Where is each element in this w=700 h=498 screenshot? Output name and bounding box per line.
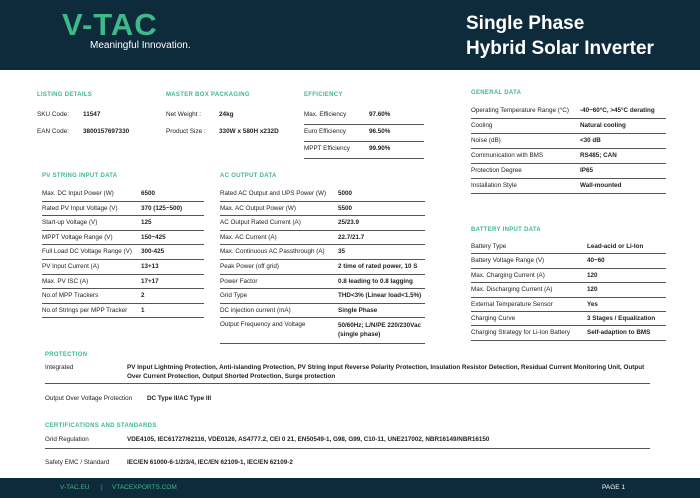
row-label: No.of MPP Trackers (42, 292, 99, 300)
row-label: Grid Type (220, 292, 248, 300)
row-label: MPPT Voltage Range (V) (42, 233, 113, 241)
safety-value: IEC/EN 61000-6-1/2/3/4, IEC/EN 62109-1, IEC/EN 62109-2 (127, 459, 293, 466)
table-row (42, 245, 204, 260)
grid-regulation-label: Grid Regulation (45, 436, 89, 443)
row-value: 120 (587, 286, 598, 294)
row-value: 0.8 leading to 0.8 lagging (338, 277, 413, 285)
net-weight-label: Net Weight : (166, 111, 202, 118)
table-row (42, 216, 204, 231)
pv-input-title: PV STRING INPUT DATA (42, 173, 118, 179)
row-value: Self-adaption to BMS (587, 329, 651, 337)
master-box-title: MASTER BOX PACKAGING (166, 92, 250, 98)
table-row (220, 318, 425, 344)
table-row (471, 119, 666, 134)
table-row (220, 245, 425, 260)
row-label: Max. Efficiency (304, 111, 347, 118)
row-label: Charging Strategy for Li-Ion Battery (471, 329, 571, 337)
row-value: 40~60 (587, 257, 605, 265)
table-row (42, 202, 204, 217)
table-row (471, 149, 666, 164)
table-row (471, 283, 666, 297)
table-row (471, 240, 666, 254)
row-label: Max. Continuous AC Passthrough (A) (220, 248, 325, 256)
product-size-value: 330W x 580H x232D (219, 128, 279, 135)
row-label: Charging Curve (471, 315, 516, 322)
row-value: IP65 (580, 167, 593, 174)
row-label: Rated PV Input Voltage (V) (42, 204, 118, 212)
row-value: 22.7/21.7 (338, 233, 365, 241)
row-value: THD<3% (Linear load<1.5%) (338, 292, 422, 300)
row-value: 5000 (338, 190, 353, 197)
row-label: No.of Strings per MPP Tracker (42, 306, 128, 314)
row-value: 2 time of rated power, 10 S (338, 263, 418, 270)
row-value: Natural cooling (580, 122, 626, 129)
table-row (471, 298, 666, 312)
row-label: AC Output Rated Current (A) (220, 219, 301, 227)
ac-output-title: AC OUTPUT DATA (220, 173, 277, 179)
sku-value: 11547 (83, 111, 101, 118)
footer-separator: | (101, 484, 103, 491)
row-label: Euro Efficiency (304, 128, 346, 135)
integrated-label: Integrated (45, 364, 74, 371)
table-row (220, 187, 425, 202)
protection-divider (45, 383, 650, 384)
row-label: Power Factor (220, 277, 258, 285)
grid-regulation-value: VDE4105, IEC61727/62116, VDE0126, AS4777.2, CEI 0 21, EN50549-1, G98, G99, C10-11, UNE217002, NBR16149/NBR16150 (127, 436, 490, 443)
table-row (471, 164, 666, 179)
row-value: Lead-acid or Li-Ion (587, 243, 644, 250)
row-value: Yes (587, 300, 598, 308)
row-label: Max. Charging Current (A) (471, 271, 545, 279)
row-label: Max. PV ISC (A) (42, 277, 89, 285)
net-weight-value: 24kg (219, 111, 234, 118)
row-label: Communication with BMS (471, 152, 544, 159)
row-label: PV Input Current (A) (42, 263, 100, 270)
ean-label: EAN Code: (37, 128, 69, 135)
row-label: External Temperature Sensor (471, 300, 553, 308)
row-value: 300-425 (141, 248, 165, 256)
protection-title: PROTECTION (45, 352, 88, 358)
row-value: 3 Stages / Equalization (587, 315, 656, 322)
page-footer (0, 478, 700, 498)
footer-site-link-2[interactable]: VTACEXPORTS.COM (112, 484, 177, 491)
row-label: Max. AC Current (A) (220, 233, 277, 241)
row-label: Output Frequency and Voltage (220, 321, 306, 329)
table-row (304, 125, 424, 142)
row-label: Battery Type (471, 243, 507, 250)
row-label: Full Load DC Voltage Range (V) (42, 248, 132, 256)
table-row (220, 260, 425, 275)
battery-input-title: BATTERY INPUT DATA (471, 227, 542, 233)
row-value: 13+13 (141, 263, 159, 270)
table-row (471, 254, 666, 268)
row-value: Single Phase (338, 306, 378, 314)
row-value: 6500 (141, 190, 156, 197)
row-value: 370 (125~500) (141, 204, 183, 212)
table-row (42, 187, 204, 202)
row-label: Battery Voltage Range (V) (471, 257, 545, 265)
row-value: 50/60Hz; L/N/PE 220/230Vac (single phase) (338, 322, 421, 339)
row-label: Protection Degree (471, 167, 522, 174)
ovp-value: DC Type II/AC Type III (147, 395, 212, 402)
table-row (220, 275, 425, 290)
table-row (42, 260, 204, 275)
row-label: Max. AC Output Power (W) (220, 204, 296, 212)
row-value: <30 dB (580, 137, 601, 144)
efficiency-title: EFFICIENCY (304, 92, 343, 98)
row-label: Operating Temperature Range (°C) (471, 107, 569, 114)
row-label: Cooling (471, 122, 493, 129)
row-value: 120 (587, 271, 598, 279)
brand-logo: V-TAC (62, 7, 158, 42)
safety-label: Safety EMC / Standard (45, 459, 110, 466)
ean-value: 3800157697330 (83, 128, 130, 135)
row-value: 97.60% (369, 111, 391, 118)
row-label: Installation Style (471, 182, 517, 189)
ovp-label: Output Over Voltage Protection (45, 395, 133, 402)
row-value: 125 (141, 219, 152, 227)
general-data-title: GENERAL DATA (471, 90, 522, 96)
page-header (0, 0, 700, 70)
row-value: 150~425 (141, 233, 166, 241)
row-label: Max. DC Input Power (W) (42, 190, 114, 197)
row-label: Max. Discharging Current (A) (471, 286, 553, 294)
page-number: PAGE 1 (602, 484, 626, 491)
row-label: Rated AC Output and UPS Power (W) (220, 190, 327, 197)
table-row (42, 304, 204, 319)
table-row (471, 134, 666, 149)
row-value: 25/23.9 (338, 219, 360, 227)
table-row (42, 231, 204, 246)
table-row (471, 104, 666, 119)
table-row (220, 216, 425, 231)
row-value: 5500 (338, 204, 353, 212)
table-row (471, 312, 666, 326)
table-row (471, 326, 666, 340)
certifications-title: CERTIFICATIONS AND STANDARDS (45, 423, 157, 429)
row-value: RS485; CAN (580, 152, 617, 159)
row-label: Start-up Voltage (V) (42, 219, 98, 227)
table-row (42, 275, 204, 290)
table-row (220, 289, 425, 304)
row-value: 35 (338, 248, 346, 256)
row-value: 17+17 (141, 277, 159, 285)
table-row (220, 304, 425, 319)
integrated-line1: PV Input Lightning Protection, Anti-islanding Protection, PV String Input Reverse Polarity Protection, Insulation Resistor Detection, Residual Current Monitoring Unit, Output (127, 364, 645, 371)
row-value: 99.90% (369, 145, 391, 152)
table-row (220, 231, 425, 246)
document-title-line1: Single Phase (466, 13, 585, 34)
table-row (42, 289, 204, 304)
document-title-line2: Hybrid Solar Inverter (466, 38, 654, 59)
certs-divider (45, 448, 650, 449)
row-value: -40~60°C, >45°C derating (580, 107, 655, 114)
sku-label: SKU Code: (37, 111, 69, 118)
row-label: MPPT Efficiency (304, 145, 350, 152)
table-row (471, 269, 666, 283)
table-row (304, 142, 424, 159)
product-size-label: Product Size : (166, 128, 206, 135)
table-row (471, 179, 666, 194)
brand-tagline: Meaningful Innovation. (90, 40, 191, 51)
integrated-line2: Over Current Protection, Output Shorted Protection, Surge protection (127, 373, 336, 380)
row-label: DC injection current (mA) (220, 306, 291, 314)
table-row (220, 202, 425, 217)
row-value: 96.50% (369, 128, 391, 135)
table-row (304, 108, 424, 125)
row-label: Peak Power (off grid) (220, 263, 280, 270)
footer-site-link-1[interactable]: V-TAC.EU (60, 484, 90, 491)
row-label: Noise (dB) (471, 137, 501, 144)
listing-details-title: LISTING DETAILS (37, 92, 93, 98)
row-value: 1 (141, 306, 145, 314)
row-value: 2 (141, 292, 145, 300)
row-value: Wall-mounted (580, 182, 622, 189)
